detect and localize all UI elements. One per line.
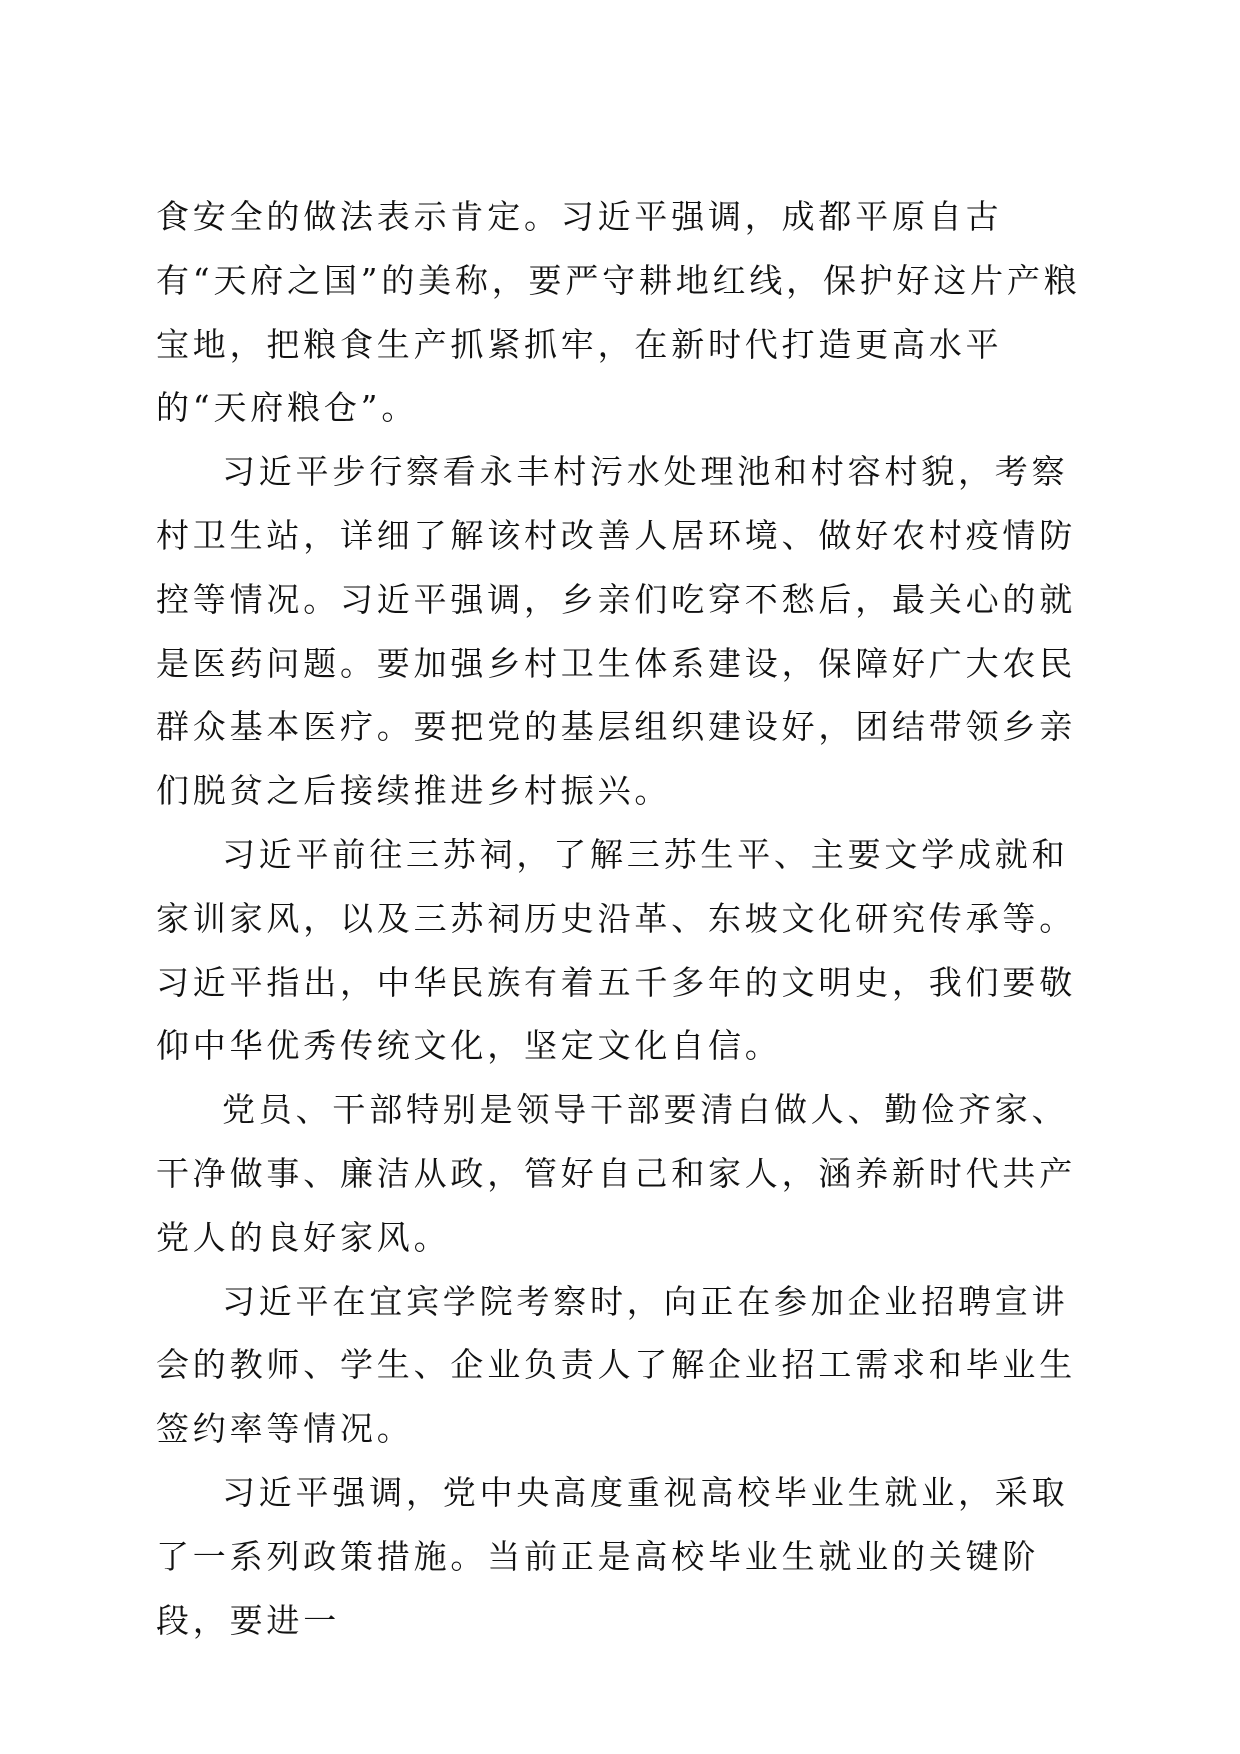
paragraph-1: 食安全的做法表示肯定。习近平强调，成都平原自古有“天府之国”的美称，要严守耕地红线，保护好这片产粮宝地，把粮食生产抓紧抓牢，在新时代打造更高水平的“天府粮仓”。: [156, 197, 1081, 428]
paragraph-4: 党员、干部特别是领导干部要清白做人、勤俭齐家、干净做事、廉洁从政，管好自己和家人，涵养新时代共产党人的良好家风。: [156, 1090, 1076, 1257]
paragraph-5: 习近平在宜宾学院考察时，向正在参加企业招聘宣讲会的教师、学生、企业负责人了解企业招工需求和毕业生签约率等情况。: [156, 1281, 1076, 1449]
paragraph-3: 习近平前往三苏祠，了解三苏生平、主要文学成就和家训家风，以及三苏祠历史沿革、东坡文化研究传承等。习近平指出，中华民族有着五千多年的文明史，我们要敬仰中华优秀传统文化，坚定文化自信。: [156, 834, 1076, 1066]
paragraph-2: 习近平步行察看永丰村污水处理池和村容村貌，考察村卫生站，详细了解该村改善人居环境、做好农村疫情防控等情况。习近平强调，乡亲们吃穿不愁后，最关心的就是医药问题。要加强乡村卫生体系建设，保障好广大农民群众基本医疗。要把党的基层组织建设好，团结带领乡亲们脱贫之后接续推进乡村振兴。: [156, 452, 1076, 811]
paragraph-6: 习近平强调，党中央高度重视高校毕业生就业，采取了一系列政策措施。当前正是高校毕业生就业的关键阶段，要进一: [156, 1472, 1069, 1640]
document-body: [156, 185, 1086, 1652]
